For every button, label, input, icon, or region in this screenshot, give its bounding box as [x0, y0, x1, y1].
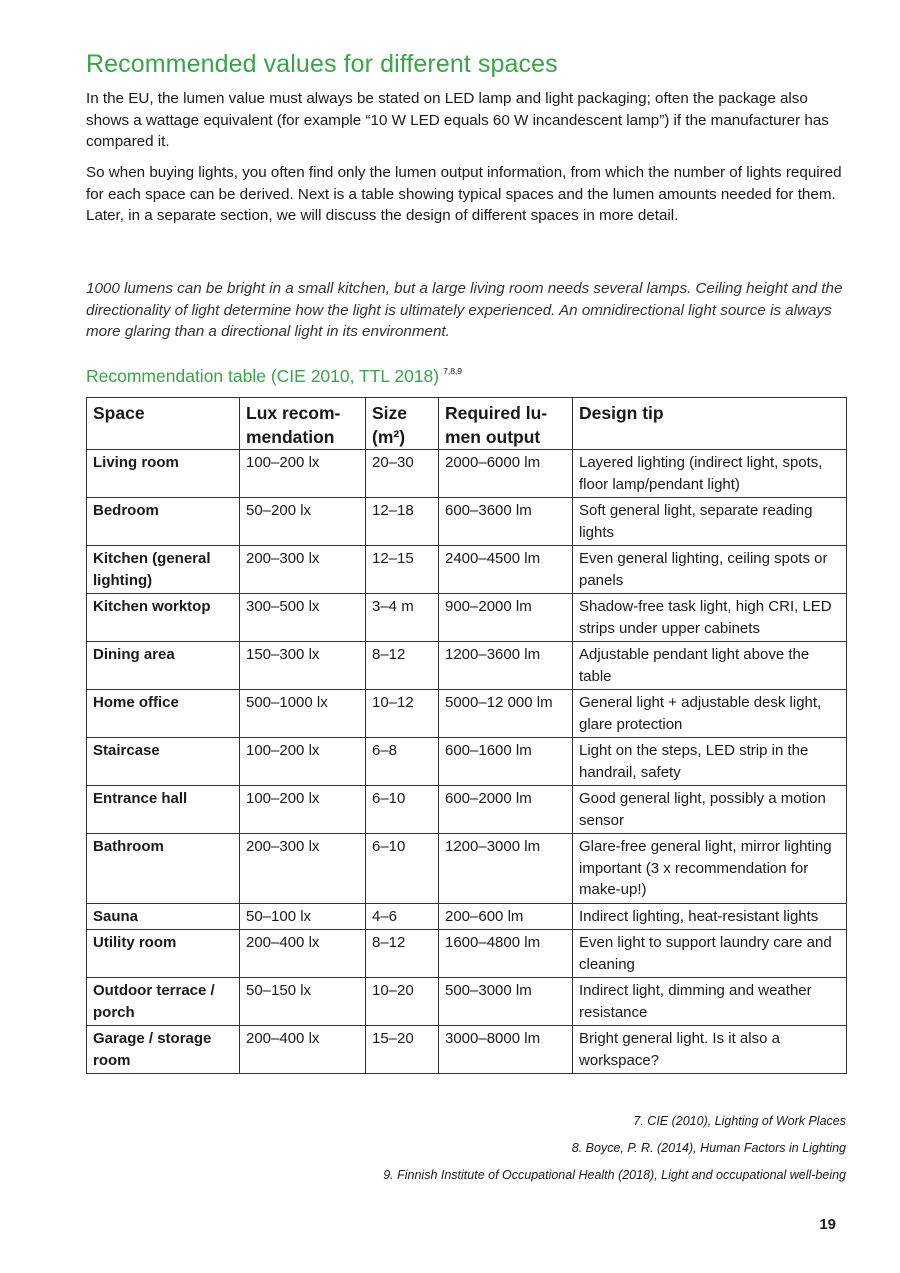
header-design-tip: Design tip — [573, 398, 847, 450]
cell-design-tip: Even general lighting, ceiling spots or panels — [573, 546, 847, 594]
cell-design-tip: Indirect light, dimming and weather resistance — [573, 978, 847, 1026]
intro-paragraph-2: So when buying lights, you often find only the lumen output information, from which the number of lights required for each space can be derived. Next is a table showing typical spaces and the lumen amounts needed for them. Later, in a separate section, we will discuss the design of different spaces in more detail. — [86, 164, 842, 224]
header-lux: Lux recommendation — [240, 398, 366, 450]
table-caption-text: Recommendation table (CIE 2010, TTL 2018) — [86, 366, 440, 386]
cell-size: 8–12 — [366, 642, 439, 690]
header-space: Space — [87, 398, 240, 450]
cell-space: Sauna — [87, 903, 240, 930]
header-size: Size (m²) — [366, 398, 439, 450]
cell-size: 6–10 — [366, 834, 439, 904]
page-title: Recommended values for different spaces — [86, 50, 558, 78]
cell-design-tip: Indirect lighting, heat-resistant lights — [573, 903, 847, 930]
cell-lumen: 2000–6000 lm — [439, 450, 573, 498]
cell-size: 10–12 — [366, 690, 439, 738]
cell-lux: 100–200 lx — [240, 450, 366, 498]
cell-lux: 100–200 lx — [240, 738, 366, 786]
table-header-row — [87, 398, 847, 450]
cell-lumen: 1200–3600 lm — [439, 642, 573, 690]
table-row — [87, 786, 847, 834]
italic-note: 1000 lumens can be bright in a small kitchen, but a large living room needs several lamps. Ceiling height and the directionality of light determine how the light is ultimately experienced. An omnidirectional light source is always more glaring than a directional light in its environment. — [86, 280, 843, 340]
reference-9: 9. Finnish Institute of Occupational Health (2018), Light and occupational well-being — [383, 1168, 846, 1182]
cell-design-tip: Layered lighting (indirect light, spots, floor lamp/pendant light) — [573, 450, 847, 498]
cell-design-tip: Bright general light. Is it also a workspace? — [573, 1026, 847, 1074]
recommendation-table — [86, 397, 847, 1074]
table-row — [87, 594, 847, 642]
table-row — [87, 1026, 847, 1074]
table-row — [87, 834, 847, 904]
table-row — [87, 978, 847, 1026]
cell-size: 4–6 — [366, 903, 439, 930]
cell-lumen: 600–3600 lm — [439, 498, 573, 546]
cell-size: 6–8 — [366, 738, 439, 786]
cell-design-tip: General light + adjustable desk light, glare protection — [573, 690, 847, 738]
cell-design-tip: Adjustable pendant light above the table — [573, 642, 847, 690]
cell-space: Bathroom — [87, 834, 240, 904]
reference-7: 7. CIE (2010), Lighting of Work Places — [633, 1114, 846, 1128]
cell-lux: 500–1000 lx — [240, 690, 366, 738]
cell-size: 20–30 — [366, 450, 439, 498]
cell-lumen: 600–2000 lm — [439, 786, 573, 834]
reference-8: 8. Boyce, P. R. (2014), Human Factors in Lighting — [571, 1141, 846, 1155]
cell-lux: 200–400 lx — [240, 930, 366, 978]
cell-design-tip: Glare-free general light, mirror lighting important (3 x recommendation for make-up!) — [573, 834, 847, 904]
cell-design-tip: Soft general light, separate reading lights — [573, 498, 847, 546]
cell-space: Home office — [87, 690, 240, 738]
cell-lumen: 500–3000 lm — [439, 978, 573, 1026]
cell-lux: 50–200 lx — [240, 498, 366, 546]
cell-lux: 300–500 lx — [240, 594, 366, 642]
cell-lumen: 3000–8000 lm — [439, 1026, 573, 1074]
cell-lux: 50–100 lx — [240, 903, 366, 930]
table-caption — [86, 366, 462, 387]
cell-size: 12–15 — [366, 546, 439, 594]
table-row — [87, 450, 847, 498]
cell-space: Living room — [87, 450, 240, 498]
cell-lux: 200–300 lx — [240, 546, 366, 594]
cell-size: 12–18 — [366, 498, 439, 546]
page-number: 19 — [819, 1216, 836, 1233]
cell-lumen: 5000–12 000 lm — [439, 690, 573, 738]
table-row — [87, 546, 847, 594]
cell-lumen: 1600–4800 lm — [439, 930, 573, 978]
cell-space: Garage / storage room — [87, 1026, 240, 1074]
cell-design-tip: Light on the steps, LED strip in the handrail, safety — [573, 738, 847, 786]
table-row — [87, 930, 847, 978]
cell-space: Staircase — [87, 738, 240, 786]
cell-size: 6–10 — [366, 786, 439, 834]
intro-paragraph-1: In the EU, the lumen value must always be stated on LED lamp and light packaging; often the package also shows a wattage equivalent (for example “10 W LED equals 60 W incandescent lamp”) if the manufacturer has compared it. — [86, 90, 829, 150]
cell-size: 3–4 m — [366, 594, 439, 642]
cell-design-tip: Even light to support laundry care and cleaning — [573, 930, 847, 978]
cell-lumen: 1200–3000 lm — [439, 834, 573, 904]
cell-space: Dining area — [87, 642, 240, 690]
table-row — [87, 738, 847, 786]
cell-space: Utility room — [87, 930, 240, 978]
cell-size: 15–20 — [366, 1026, 439, 1074]
cell-lumen: 2400–4500 lm — [439, 546, 573, 594]
cell-space: Kitchen (general lighting) — [87, 546, 240, 594]
table-row — [87, 498, 847, 546]
cell-space: Outdoor terrace / porch — [87, 978, 240, 1026]
cell-lumen: 200–600 lm — [439, 903, 573, 930]
table-caption-references: 7,8,9 — [443, 366, 463, 376]
cell-size: 8–12 — [366, 930, 439, 978]
cell-space: Bedroom — [87, 498, 240, 546]
cell-lumen: 900–2000 lm — [439, 594, 573, 642]
cell-lux: 100–200 lx — [240, 786, 366, 834]
cell-lux: 200–400 lx — [240, 1026, 366, 1074]
cell-space: Kitchen worktop — [87, 594, 240, 642]
cell-design-tip: Good general light, possibly a motion sensor — [573, 786, 847, 834]
cell-space: Entrance hall — [87, 786, 240, 834]
table-row — [87, 642, 847, 690]
cell-size: 10–20 — [366, 978, 439, 1026]
cell-lux: 150–300 lx — [240, 642, 366, 690]
table-row — [87, 690, 847, 738]
header-lumen: Required lumen output — [439, 398, 573, 450]
cell-lux: 50–150 lx — [240, 978, 366, 1026]
cell-lux: 200–300 lx — [240, 834, 366, 904]
table-row — [87, 903, 847, 930]
cell-lumen: 600–1600 lm — [439, 738, 573, 786]
cell-design-tip: Shadow-free task light, high CRI, LED strips under upper cabinets — [573, 594, 847, 642]
